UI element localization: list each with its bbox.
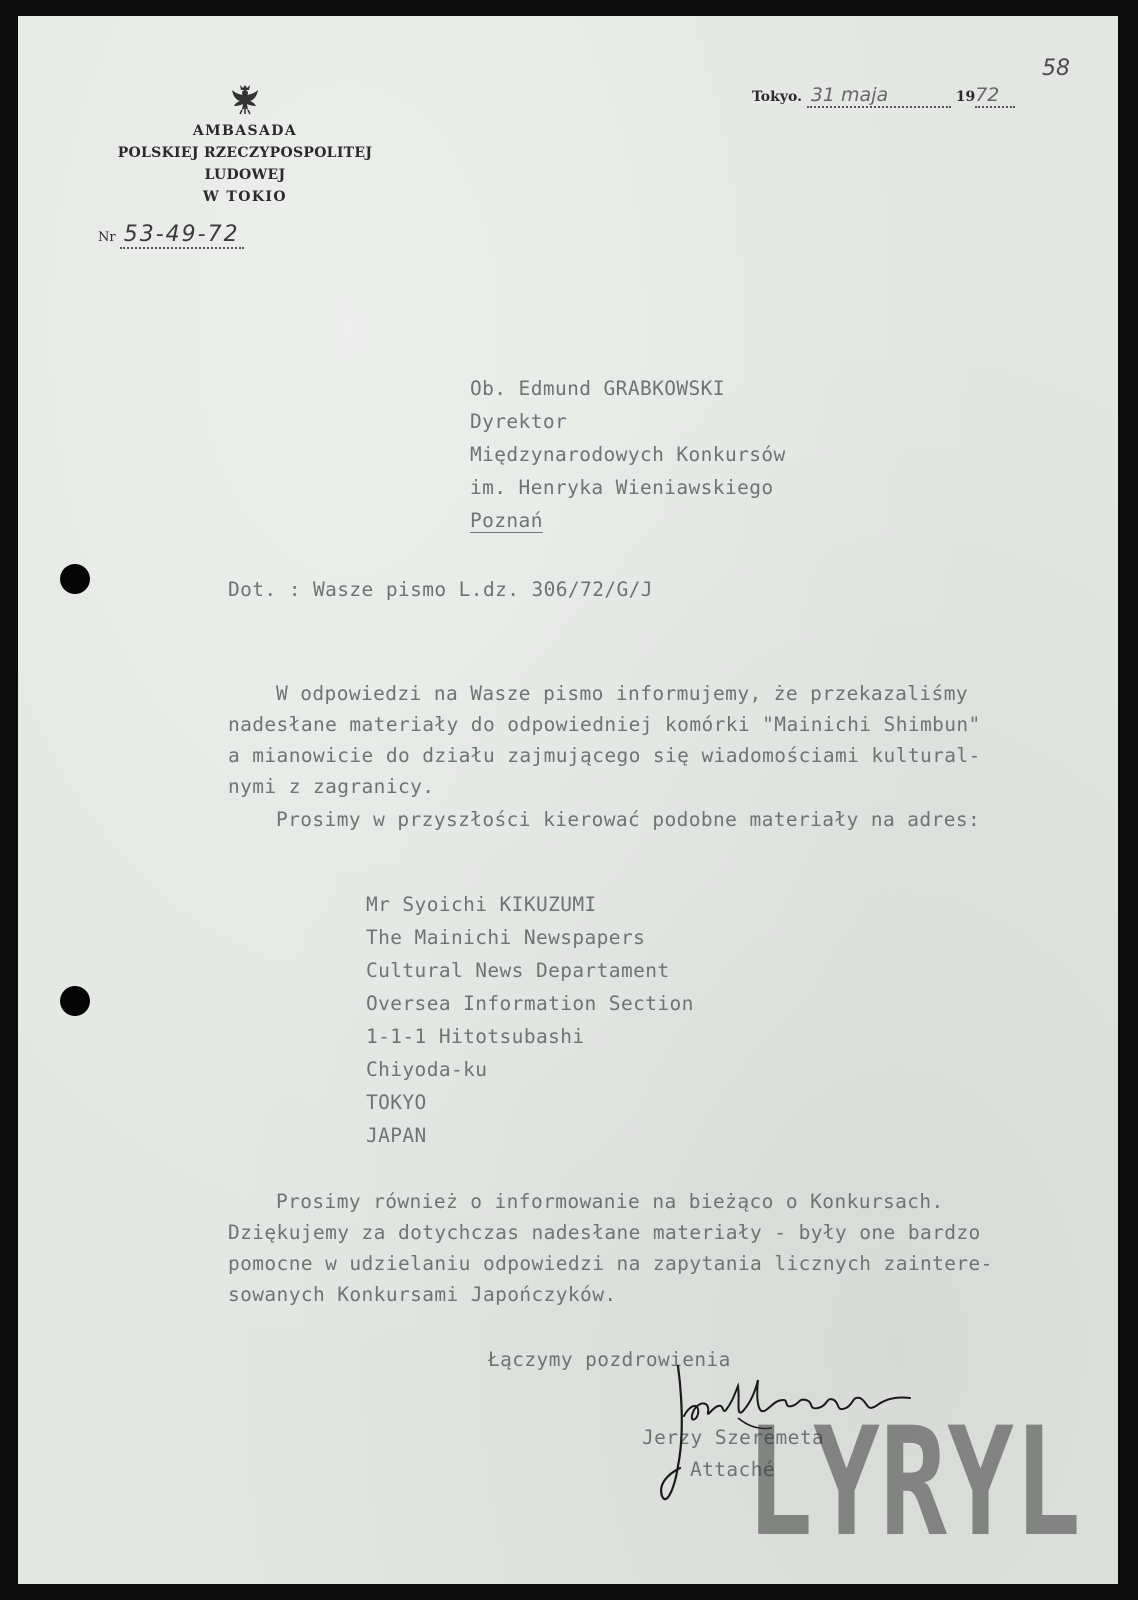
signatory-title: Attaché xyxy=(690,1458,775,1481)
polish-eagle-icon xyxy=(230,82,260,116)
body-line: W odpowiedzi na Wasze pismo informujemy, że przekazaliśmy xyxy=(276,682,968,705)
body-paragraphs xyxy=(228,678,1078,835)
signatory-name: Jerzy Szeremeta xyxy=(642,1426,825,1449)
date-place: Tokyo. xyxy=(752,89,802,105)
page-number: 58 xyxy=(1042,56,1070,81)
body-line: pomocne w udzielaniu odpowiedzi na zapytania licznych zaintere- xyxy=(228,1252,993,1275)
address-line: The Mainichi Newspapers xyxy=(366,926,646,949)
address-line: Chiyoda-ku xyxy=(366,1058,488,1081)
address-line: Mr Syoichi KIKUZUMI xyxy=(366,893,597,916)
body-line: Prosimy również o informowanie na bieżąco o Konkursach. xyxy=(276,1190,944,1213)
letterhead xyxy=(100,82,390,208)
punch-hole-top xyxy=(60,564,90,594)
lyryl-watermark xyxy=(746,1394,1086,1544)
reference-number xyxy=(98,222,244,249)
mailing-address xyxy=(366,888,694,1152)
body-line: Prosimy w przyszłości kierować podobne materiały na adres: xyxy=(276,808,981,831)
addressee-line-2: Dyrektor xyxy=(470,410,568,433)
body-line: a mianowicie do działu zajmującego się wiadomościami kultural- xyxy=(228,744,981,767)
address-line: TOKYO xyxy=(366,1091,427,1114)
address-line: JAPAN xyxy=(366,1124,427,1147)
addressee-line-3: Międzynarodowych Konkursów xyxy=(470,443,786,466)
addressee-line-1: Ob. Edmund GRABKOWSKI xyxy=(470,377,725,400)
closing-salutation: Łączymy pozdrowienia xyxy=(488,1348,731,1371)
letterhead-line-1: AMBASADA xyxy=(192,123,298,139)
body-line: sowanych Konkursami Japończyków. xyxy=(228,1283,617,1306)
body-paragraph-2 xyxy=(228,1186,993,1310)
punch-hole-bottom xyxy=(60,986,90,1016)
letterhead-line-2: POLSKIEJ RZECZYPOSPOLITEJ LUDOWEJ xyxy=(117,145,373,183)
reference-value: 53-49-72 xyxy=(120,222,244,249)
subject-line: Dot. : Wasze pismo L.dz. 306/72/G/J xyxy=(228,578,653,601)
reference-label: Nr xyxy=(98,230,116,245)
letterhead-line-3: W TOKIO xyxy=(203,189,287,205)
letter-page xyxy=(18,16,1118,1584)
body-line: nymi z zagranicy. xyxy=(228,775,435,798)
date-day-month: 31 maja xyxy=(807,84,951,108)
body-line: nadesłane materiały do odpowiedniej komórki "Mainichi Shimbun" xyxy=(228,713,981,736)
addressee-line-4: im. Henryka Wieniawskiego xyxy=(470,476,774,499)
date-year-suffix: 72 xyxy=(975,84,1015,108)
date-year-prefix: 19 xyxy=(955,89,976,105)
address-line: Oversea Information Section xyxy=(366,992,694,1015)
date-line xyxy=(752,84,1015,108)
addressee-block xyxy=(470,372,786,537)
svg-text:LYRYL: LYRYL xyxy=(746,1396,1081,1544)
body-line: Dziękujemy za dotychczas nadesłane materiały - były one bardzo xyxy=(228,1221,981,1244)
addressee-city: Poznań xyxy=(470,509,543,532)
address-line: Cultural News Departament xyxy=(366,959,670,982)
address-line: 1-1-1 Hitotsubashi xyxy=(366,1025,585,1048)
